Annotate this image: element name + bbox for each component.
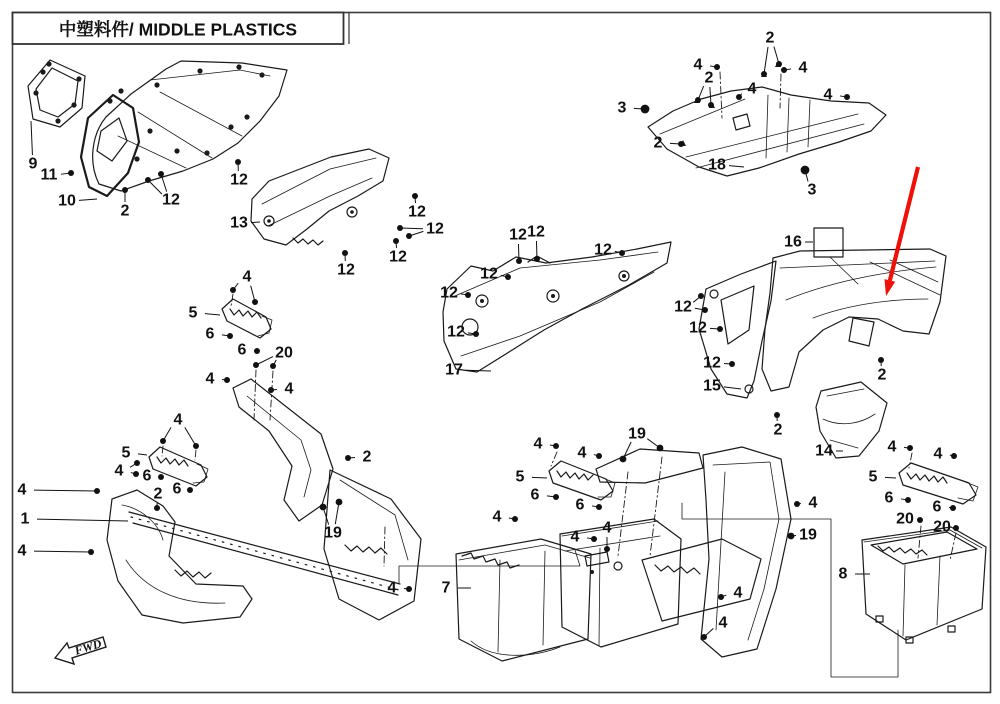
callout-label-14: 14 [815, 442, 833, 460]
callout-label-2: 2 [773, 421, 783, 439]
callout-label-6: 6 [932, 498, 942, 516]
callout-12 [408, 193, 426, 221]
callout-label-2: 2 [153, 485, 163, 503]
callout-label-4: 4 [284, 380, 294, 398]
callout-label-4: 4 [205, 370, 215, 388]
callout-4 [206, 371, 230, 388]
callout-label-20: 20 [275, 344, 293, 362]
callout-label-6: 6 [142, 467, 152, 485]
part-9-drawing [28, 60, 85, 127]
callout-9 [29, 121, 38, 173]
callout-label-17: 17 [445, 361, 463, 379]
callout-12 [337, 250, 355, 279]
callout-4 [115, 460, 140, 480]
callout-label-6: 6 [884, 489, 894, 507]
tread-5c-drawing [549, 461, 615, 500]
callout-label-12: 12 [440, 284, 458, 302]
callout-6 [885, 490, 911, 507]
callout-label-18: 18 [708, 156, 726, 174]
callout-label-5: 5 [515, 468, 525, 486]
callout-label-11: 11 [40, 166, 58, 184]
callout-6 [238, 342, 260, 359]
callout-label-4: 4 [693, 56, 703, 74]
callout-12 [527, 224, 545, 263]
callout-label-4: 4 [173, 411, 183, 429]
callout-4 [388, 580, 412, 597]
callout-4 [18, 543, 94, 560]
callout-3 [618, 100, 650, 117]
part-7-drawing [456, 539, 591, 661]
callout-label-4: 4 [570, 528, 580, 546]
callout-label-2: 2 [765, 29, 775, 47]
part-17-drawing [443, 242, 671, 372]
callout-label-2: 2 [653, 134, 663, 152]
callout-2 [121, 187, 130, 220]
callout-label-5: 5 [121, 444, 131, 462]
callout-16 [784, 234, 813, 251]
callout-label-2: 2 [362, 448, 372, 466]
callout-label-4: 4 [808, 494, 818, 512]
callout-label-4: 4 [933, 445, 943, 463]
callout-label-12: 12 [689, 319, 707, 337]
callout-label-12: 12 [509, 226, 527, 244]
callout-18 [708, 157, 744, 174]
callout-10 [58, 193, 97, 210]
callout-label-4: 4 [492, 508, 502, 526]
callout-label-19: 19 [628, 425, 646, 443]
callout-label-12: 12 [230, 171, 248, 189]
callout-12 [703, 355, 735, 372]
callout-label-3: 3 [617, 99, 627, 117]
callout-label-12: 12 [426, 220, 444, 238]
callout-2 [654, 135, 684, 152]
callout-12 [230, 159, 248, 189]
callout-label-12: 12 [480, 265, 498, 283]
callout-label-2: 2 [704, 69, 714, 87]
callout-label-4: 4 [17, 542, 27, 560]
callout-label-12: 12 [527, 223, 545, 241]
callout-label-4: 4 [823, 86, 833, 104]
fwd-label: FWD [72, 636, 104, 658]
part-8-drawing [862, 453, 986, 643]
callout-13 [230, 215, 260, 232]
callout-19 [320, 499, 343, 542]
callout-label-6: 6 [205, 325, 215, 343]
callout-6 [531, 487, 559, 504]
callout-label-4: 4 [387, 579, 397, 597]
callout-label-7: 7 [441, 579, 451, 597]
callout-label-4: 4 [718, 614, 728, 632]
callout-19 [620, 426, 664, 463]
part-16-drawing [814, 228, 858, 284]
page-title: 中塑料件/ MIDDLE PLASTICS [58, 19, 298, 40]
callout-5 [122, 445, 147, 462]
callout-label-8: 8 [838, 565, 848, 583]
callout-label-4: 4 [533, 435, 543, 453]
callout-4 [578, 445, 602, 462]
callout-label-13: 13 [230, 214, 248, 232]
callout-6 [143, 468, 164, 485]
callout-2 [345, 449, 372, 466]
callout-label-6: 6 [237, 341, 247, 359]
callout-label-4: 4 [17, 481, 27, 499]
callout-label-12: 12 [594, 241, 612, 259]
callout-4 [934, 446, 957, 463]
callout-label-10: 10 [58, 192, 76, 210]
fwd-marker [55, 636, 106, 664]
callout-4 [534, 436, 559, 453]
callout-4 [701, 615, 728, 641]
callout-label-12: 12 [447, 323, 465, 341]
callout-4 [603, 520, 612, 553]
callout-label-4: 4 [602, 519, 612, 537]
callout-label-6: 6 [575, 496, 585, 514]
callout-label-19: 19 [324, 524, 342, 542]
callout-label-20: 20 [933, 518, 951, 536]
callout-label-12: 12 [389, 248, 407, 266]
callout-4 [718, 585, 743, 602]
callout-12 [440, 285, 471, 302]
callout-label-4: 4 [733, 584, 743, 602]
callout-2 [761, 30, 782, 78]
callout-label-12: 12 [162, 191, 180, 209]
tread-5a-drawing [222, 299, 272, 338]
callout-4 [781, 60, 808, 77]
drawing-layer [28, 60, 986, 677]
callout-label-12: 12 [408, 203, 426, 221]
callout-label-2: 2 [877, 366, 887, 384]
callout-3 [801, 166, 817, 199]
callout-12 [397, 221, 444, 240]
callout-6 [206, 326, 233, 343]
callout-label-6: 6 [530, 486, 540, 504]
callout-label-5: 5 [868, 468, 878, 486]
callout-4 [493, 509, 518, 526]
callout-label-4: 4 [887, 438, 897, 456]
callout-12 [594, 242, 625, 259]
callout-label-4: 4 [798, 59, 808, 77]
callout-20 [253, 345, 293, 370]
callout-label-20: 20 [896, 510, 914, 528]
callout-2 [695, 70, 714, 109]
callout-label-1: 1 [20, 510, 30, 528]
callout-label-12: 12 [703, 354, 721, 372]
callout-label-15: 15 [703, 377, 721, 395]
callout-label-2: 2 [120, 202, 130, 220]
callout-12 [689, 320, 723, 337]
callout-7 [442, 580, 471, 597]
callout-19 [788, 527, 817, 544]
callout-label-9: 9 [28, 155, 38, 173]
callout-label-19: 19 [799, 526, 817, 544]
callout-14 [815, 443, 843, 460]
callout-4 [160, 412, 199, 450]
callout-label-4: 4 [242, 268, 252, 286]
callout-label-12: 12 [337, 261, 355, 279]
callout-8 [839, 566, 870, 583]
part-1-drawing [107, 294, 421, 623]
callout-2 [878, 357, 887, 384]
console-side-panel-drawing [762, 249, 946, 391]
callout-4 [18, 482, 100, 499]
callout-11 [41, 167, 74, 184]
callout-label-4: 4 [747, 80, 757, 98]
callout-5 [189, 305, 220, 322]
part-10-11-drawing [81, 61, 287, 196]
red-arrow-head [885, 279, 896, 296]
callout-label-6: 6 [172, 480, 182, 498]
callout-label-3: 3 [807, 181, 817, 199]
part-18-drawing [648, 61, 886, 176]
callout-17 [445, 362, 491, 379]
callout-1 [21, 511, 128, 528]
callout-20 [896, 511, 923, 528]
callout-2 [774, 412, 783, 439]
callout-label-5: 5 [188, 304, 198, 322]
callout-label-4: 4 [114, 462, 124, 480]
callout-12 [389, 238, 407, 266]
callout-label-4: 4 [577, 444, 587, 462]
part-13-drawing [251, 149, 389, 245]
callout-label-12: 12 [674, 298, 692, 316]
callout-label-16: 16 [784, 233, 802, 251]
callout-2 [154, 486, 163, 512]
callout-5 [869, 469, 896, 486]
callout-5 [516, 469, 547, 486]
callout-4 [794, 495, 818, 512]
callout-4 [888, 439, 913, 456]
callout-12 [447, 324, 479, 341]
